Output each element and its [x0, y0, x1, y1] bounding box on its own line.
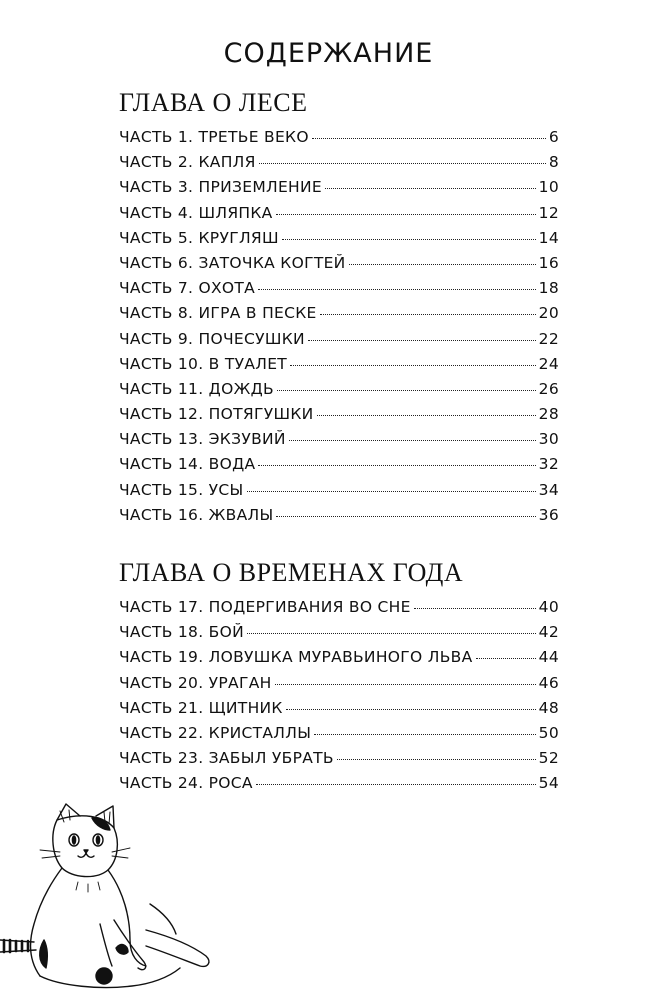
dot-leader	[314, 734, 535, 735]
toc-entry-page-number: 22	[538, 329, 559, 348]
dot-leader	[349, 264, 536, 265]
toc-entry-label: ЧАСТЬ 9. ПОЧЕСУШКИ	[119, 329, 305, 348]
dot-leader	[258, 465, 535, 466]
toc-entry-label: ЧАСТЬ 24. РОСА	[119, 774, 253, 793]
chapter-title-forest: ГЛАВА О ЛЕСЕ	[119, 88, 308, 117]
dot-leader	[312, 138, 546, 139]
dot-leader	[258, 289, 536, 290]
toc-entry-page-number: 46	[538, 673, 559, 692]
toc-entry-page-number: 34	[538, 480, 559, 499]
toc-entry	[119, 380, 559, 405]
toc-entry	[119, 304, 559, 329]
toc-entry-label: ЧАСТЬ 16. ЖВАЛЫ	[119, 505, 274, 524]
cat-illustration-icon	[0, 800, 225, 1000]
toc-entry	[119, 153, 559, 178]
toc-entry	[119, 506, 559, 531]
toc-entry-label: ЧАСТЬ 8. ИГРА В ПЕСКЕ	[119, 304, 317, 323]
toc-entry-page-number: 32	[538, 455, 559, 474]
dot-leader	[308, 340, 536, 341]
toc-entry-page-number: 20	[538, 304, 559, 323]
toc-entry	[119, 330, 559, 355]
toc-entry-page-number: 48	[538, 698, 559, 717]
toc-entry-page-number: 30	[538, 430, 559, 449]
toc-entry-page-number: 54	[538, 774, 559, 793]
toc-entry-page-number: 28	[538, 405, 559, 424]
toc-list-seasons	[119, 598, 559, 800]
toc-entry-label: ЧАСТЬ 1. ТРЕТЬЕ ВЕКО	[119, 128, 309, 146]
dot-leader	[256, 784, 536, 785]
toc-entry	[119, 254, 559, 279]
dot-leader	[247, 491, 536, 492]
toc-entry	[119, 355, 559, 380]
toc-entry-page-number: 50	[538, 723, 559, 742]
toc-entry-label: ЧАСТЬ 7. ОХОТА	[119, 279, 256, 298]
toc-entry-label: ЧАСТЬ 22. КРИСТАЛЛЫ	[119, 723, 312, 742]
toc-entry-page-number: 36	[538, 505, 559, 524]
dot-leader	[282, 239, 536, 240]
dot-leader	[275, 684, 536, 685]
toc-entry-page-number: 12	[538, 203, 559, 222]
dot-leader	[325, 188, 536, 189]
toc-entry-label: ЧАСТЬ 13. ЭКЗУВИЙ	[119, 430, 286, 449]
toc-entry	[119, 623, 559, 648]
toc-entry-label: ЧАСТЬ 20. УРАГАН	[119, 673, 272, 692]
toc-entry-label: ЧАСТЬ 2. КАПЛЯ	[119, 153, 256, 172]
toc-entry-label: ЧАСТЬ 3. ПРИЗЕМЛЕНИЕ	[119, 178, 322, 197]
toc-entry	[119, 648, 559, 673]
toc-entry-label: ЧАСТЬ 23. ЗАБЫЛ УБРАТЬ	[119, 749, 334, 768]
dot-leader	[320, 314, 536, 315]
dot-leader	[247, 633, 536, 634]
toc-entry	[119, 774, 559, 799]
chapter-title-seasons: ГЛАВА О ВРЕМЕНАХ ГОДА	[119, 558, 464, 587]
dot-leader	[337, 759, 536, 760]
toc-entry-page-number: 10	[538, 178, 559, 197]
toc-entry	[119, 430, 559, 455]
toc-entry-page-number: 14	[538, 228, 559, 247]
dot-leader	[289, 440, 536, 441]
dot-leader	[259, 163, 546, 164]
dot-leader	[476, 658, 536, 659]
toc-entry	[119, 178, 559, 203]
dot-leader	[317, 415, 536, 416]
toc-entry-label: ЧАСТЬ 21. ЩИТНИК	[119, 698, 283, 717]
toc-entry	[119, 674, 559, 699]
toc-entry-label: ЧАСТЬ 12. ПОТЯГУШКИ	[119, 405, 314, 424]
toc-entry	[119, 749, 559, 774]
toc-entry-page-number: 44	[538, 648, 559, 667]
toc-entry-page-number: 8	[548, 153, 559, 172]
toc-entry	[119, 598, 559, 623]
page-title: СОДЕРЖАНИЕ	[223, 38, 434, 69]
dot-leader	[414, 608, 536, 609]
toc-entry-page-number: 16	[538, 253, 559, 272]
toc-entry	[119, 229, 559, 254]
toc-entry	[119, 699, 559, 724]
dot-leader	[277, 390, 536, 391]
toc-entry	[119, 279, 559, 304]
toc-entry-page-number: 40	[538, 598, 559, 616]
dot-leader	[286, 709, 536, 710]
toc-entry-page-number: 26	[538, 379, 559, 398]
toc-entry	[119, 204, 559, 229]
dot-leader	[290, 365, 536, 366]
toc-entry-label: ЧАСТЬ 17. ПОДЕРГИВАНИЯ ВО СНЕ	[119, 598, 411, 616]
toc-entry-page-number: 6	[548, 128, 559, 146]
toc-entry-label: ЧАСТЬ 18. БОЙ	[119, 623, 244, 642]
toc-entry	[119, 724, 559, 749]
toc-entry-label: ЧАСТЬ 5. КРУГЛЯШ	[119, 228, 279, 247]
toc-entry-page-number: 52	[538, 749, 559, 768]
toc-entry-page-number: 42	[538, 623, 559, 642]
toc-entry-label: ЧАСТЬ 14. ВОДА	[119, 455, 256, 474]
toc-entry	[119, 405, 559, 430]
toc-entry	[119, 455, 559, 480]
toc-entry	[119, 481, 559, 506]
toc-entry-label: ЧАСТЬ 11. ДОЖДЬ	[119, 379, 274, 398]
toc-entry-page-number: 24	[538, 354, 559, 373]
toc-entry-label: ЧАСТЬ 19. ЛОВУШКА МУРАВЬИНОГО ЛЬВА	[119, 648, 473, 667]
toc-entry-label: ЧАСТЬ 10. В ТУАЛЕТ	[119, 354, 288, 373]
toc-entry-label: ЧАСТЬ 6. ЗАТОЧКА КОГТЕЙ	[119, 253, 346, 272]
dot-leader	[276, 516, 535, 517]
dot-leader	[276, 214, 536, 215]
toc-entry-label: ЧАСТЬ 4. ШЛЯПКА	[119, 203, 273, 222]
toc-entry-label: ЧАСТЬ 15. УСЫ	[119, 480, 244, 499]
toc-list-forest	[119, 128, 559, 531]
toc-entry-page-number: 18	[538, 279, 559, 298]
toc-entry	[119, 128, 559, 153]
